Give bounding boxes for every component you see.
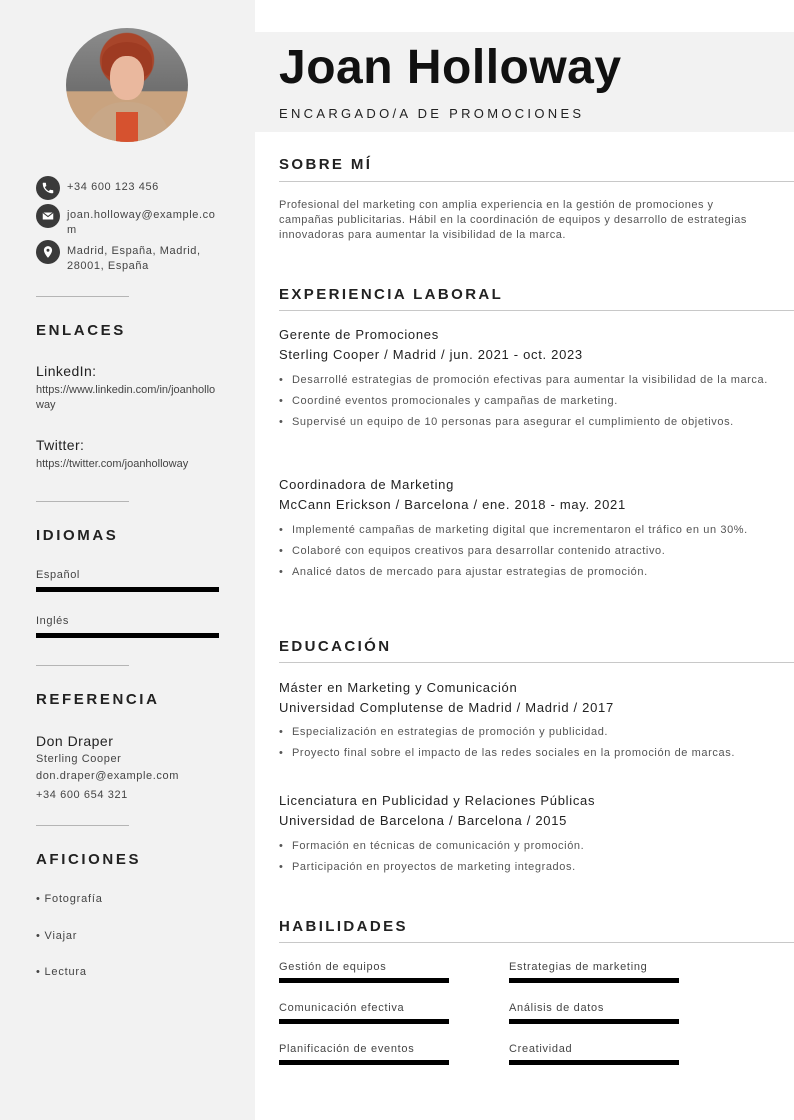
skill-level-bar xyxy=(279,1019,449,1024)
sidebar-divider xyxy=(36,501,129,502)
skill-level-bar xyxy=(279,1060,449,1065)
reference-name: Don Draper xyxy=(36,733,114,749)
contact-address xyxy=(36,240,212,274)
section-rule xyxy=(279,942,794,943)
job-subtitle: McCann Erickson / Barcelona / ene. 2018 - may. 2021 xyxy=(279,497,626,512)
list-item: • Implementé campañas de marketing digital que incrementaron el tráfico en un 30%. xyxy=(279,523,774,537)
job-subtitle: Sterling Cooper / Madrid / jun. 2021 - oct. 2023 xyxy=(279,347,583,362)
twitter-url[interactable]: https://twitter.com/joanholloway xyxy=(36,458,189,470)
section-rule xyxy=(279,662,794,663)
phone-icon xyxy=(36,176,60,200)
hobby-item: • Viajar xyxy=(36,930,78,942)
experience-heading: EXPERIENCIA LABORAL xyxy=(279,286,504,303)
about-text: Profesional del marketing con amplia experiencia en la gestión de promociones y campañas publicitarias. Hábil en la coordinación de equipos y desarrollo de estrategias innovadoras para aumentar la visibilidad de la marca. xyxy=(279,199,747,241)
profile-photo xyxy=(66,28,188,142)
contact-email xyxy=(36,204,217,238)
list-item: • Participación en proyectos de marketing integrados. xyxy=(279,860,774,874)
job-bullets xyxy=(279,373,774,436)
skill-level-bar xyxy=(509,978,679,983)
reference-heading: REFERENCIA xyxy=(36,691,160,708)
skill-name: Comunicación efectiva xyxy=(279,1002,405,1014)
list-item: • Formación en técnicas de comunicación y promoción. xyxy=(279,839,774,853)
linkedin-url[interactable]: https://www.linkedin.com/in/joanholloway xyxy=(36,384,216,411)
degree-bullets xyxy=(279,839,774,881)
main-content xyxy=(255,0,794,1120)
skill-name: Planificación de eventos xyxy=(279,1043,415,1055)
hobbies-heading: AFICIONES xyxy=(36,851,142,868)
skill-level-bar xyxy=(279,978,449,983)
job-title: Gerente de Promociones xyxy=(279,327,439,342)
candidate-role: ENCARGADO/A DE PROMOCIONES xyxy=(279,106,585,121)
linkedin-label: LinkedIn: xyxy=(36,363,97,379)
address-text: Madrid, España, Madrid, 28001, España xyxy=(67,245,201,272)
list-item: • Colaboré con equipos creativos para desarrollar contenido atractivo. xyxy=(279,544,774,558)
list-item: • Desarrollé estrategias de promoción efectivas para aumentar la visibilidad de la marca. xyxy=(279,373,774,387)
links-heading: ENLACES xyxy=(36,322,126,339)
degree-bullets xyxy=(279,725,774,767)
envelope-icon xyxy=(36,204,60,228)
skill-level-bar xyxy=(509,1060,679,1065)
email-link[interactable]: joan.holloway@example.com xyxy=(67,209,216,236)
hobby-item: • Fotografía xyxy=(36,893,103,905)
map-pin-icon xyxy=(36,240,60,264)
education-heading: EDUCACIÓN xyxy=(279,638,392,655)
language-level-bar xyxy=(36,633,219,638)
language-name: Inglés xyxy=(36,615,69,627)
candidate-name: Joan Holloway xyxy=(279,41,622,94)
list-item: • Proyecto final sobre el impacto de las redes sociales en la promoción de marcas. xyxy=(279,746,774,760)
sidebar-divider xyxy=(36,296,129,297)
degree-subtitle: Universidad Complutense de Madrid / Madrid / 2017 xyxy=(279,700,614,715)
language-level-bar xyxy=(36,587,219,592)
list-item: • Supervisé un equipo de 10 personas para asegurar el cumplimiento de objetivos. xyxy=(279,415,774,429)
degree-title: Licenciatura en Publicidad y Relaciones Públicas xyxy=(279,793,596,808)
phone-text: +34 600 123 456 xyxy=(67,181,159,193)
reference-company: Sterling Cooper xyxy=(36,753,122,765)
languages-heading: IDIOMAS xyxy=(36,527,119,544)
degree-subtitle: Universidad de Barcelona / Barcelona / 2015 xyxy=(279,813,568,828)
about-heading: SOBRE MÍ xyxy=(279,156,373,173)
skill-name: Estrategias de marketing xyxy=(509,961,648,973)
skill-level-bar xyxy=(509,1019,679,1024)
hobby-item: • Lectura xyxy=(36,966,87,978)
job-title: Coordinadora de Marketing xyxy=(279,477,455,492)
skill-name: Gestión de equipos xyxy=(279,961,387,973)
reference-email[interactable]: don.draper@example.com xyxy=(36,770,179,782)
section-rule xyxy=(279,181,794,182)
sidebar-divider xyxy=(36,665,129,666)
twitter-label: Twitter: xyxy=(36,437,85,453)
list-item: • Analicé datos de mercado para ajustar estrategias de promoción. xyxy=(279,565,774,579)
list-item: • Coordiné eventos promocionales y campañas de marketing. xyxy=(279,394,774,408)
sidebar xyxy=(0,0,255,1120)
contact-phone xyxy=(36,176,217,200)
sidebar-divider xyxy=(36,825,129,826)
language-name: Español xyxy=(36,569,80,581)
reference-phone: +34 600 654 321 xyxy=(36,789,128,801)
skill-name: Análisis de datos xyxy=(509,1002,605,1014)
skill-name: Creatividad xyxy=(509,1043,573,1055)
section-rule xyxy=(279,310,794,311)
degree-title: Máster en Marketing y Comunicación xyxy=(279,680,518,695)
list-item: • Especialización en estrategias de promoción y publicidad. xyxy=(279,725,774,739)
skills-heading: HABILIDADES xyxy=(279,918,408,935)
job-bullets xyxy=(279,523,774,586)
